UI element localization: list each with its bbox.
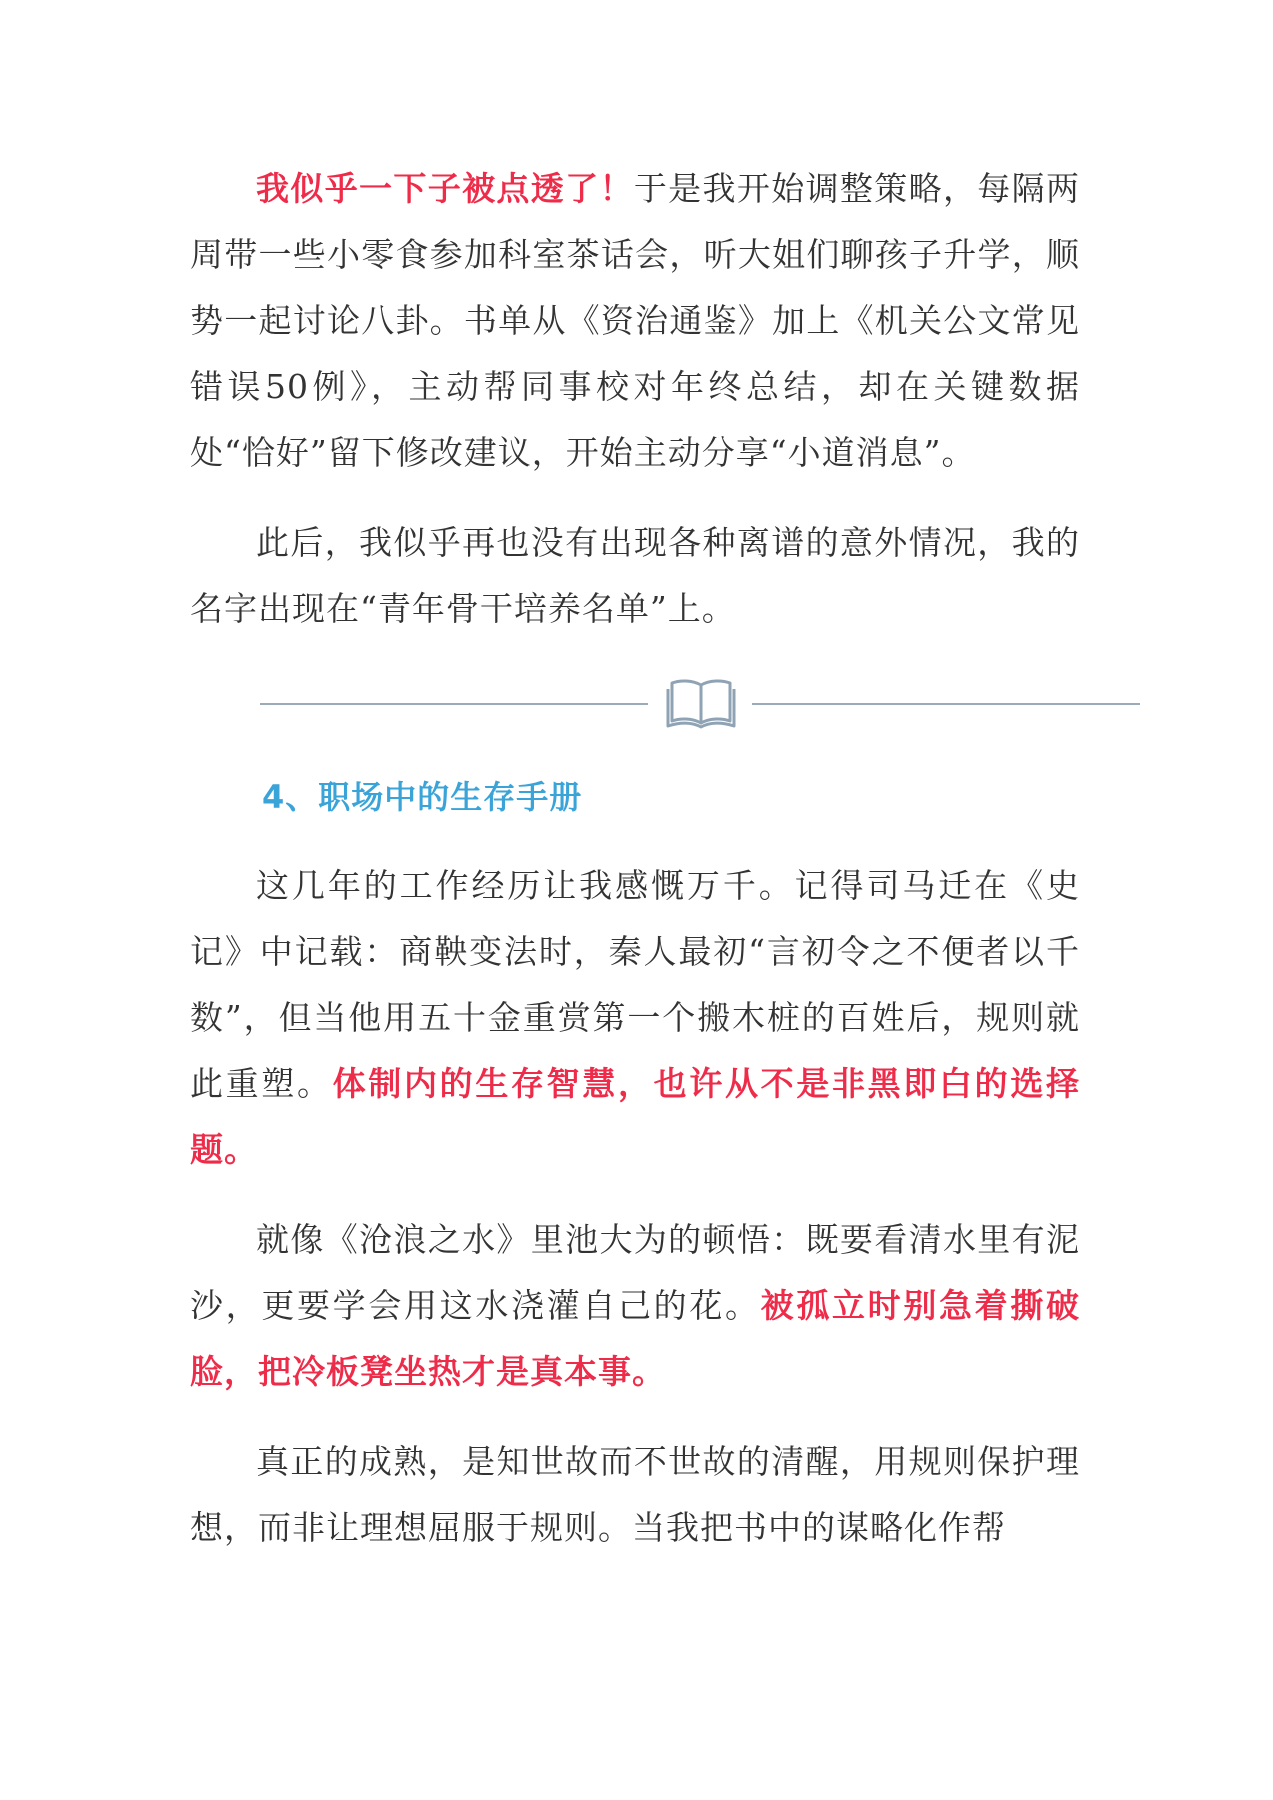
section-divider [260,675,1140,731]
paragraph-2 [190,510,1080,642]
highlight-text: 被孤立时别急着撕破脸，把冷板凳坐热才是真本事。 [190,1286,1081,1391]
paragraph-text: 于是我开始调整策略，每隔两周带一些小零食参加科室茶话会，听大姐们聊孩子升学，顺势一起讨论八卦。书单从《资治通鉴》加上《机关公文常见错误50例》，主动帮同事校对年终总结，却在关键数据处“恰好”留下修改建议，开始主动分享“小道消息”。 [190,169,1081,472]
paragraph-5 [190,1429,1080,1561]
divider-line-left [260,703,648,705]
top-section [190,156,1080,666]
paragraph-text: 此后，我似乎再也没有出现各种离谱的意外情况，我的名字出现在“青年骨干培养名单”上。 [190,523,1080,628]
paragraph-3 [190,853,1080,1183]
divider-line-right [752,703,1140,705]
paragraph-text: 就像《沧浪之水》里池大为的顿悟：既要看清水里有泥沙，更要学会用这水浇灌自己的花。 [190,1220,1080,1325]
bottom-section [190,853,1080,1585]
highlight-text: 体制内的生存智慧，也许从不是非黑即白的选择题。 [190,1064,1081,1169]
highlight-text: 我似乎一下子被点透了！ [256,169,634,208]
paragraph-1 [190,156,1080,486]
open-book-icon [666,677,736,729]
section-heading: 4、职场中的生存手册 [262,778,583,816]
paragraph-text: 真正的成熟，是知世故而不世故的清醒，用规则保护理想，而非让理想屈服于规则。当我把书中的谋略化作帮 [190,1442,1080,1547]
paragraph-text: 这几年的工作经历让我感慨万千。记得司马迁在《史记》中记载：商鞅变法时，秦人最初“言初令之不便者以千数”，但当他用五十金重赏第一个搬木桩的百姓后，规则就此重塑。 [190,866,1080,1103]
paragraph-4 [190,1207,1080,1405]
